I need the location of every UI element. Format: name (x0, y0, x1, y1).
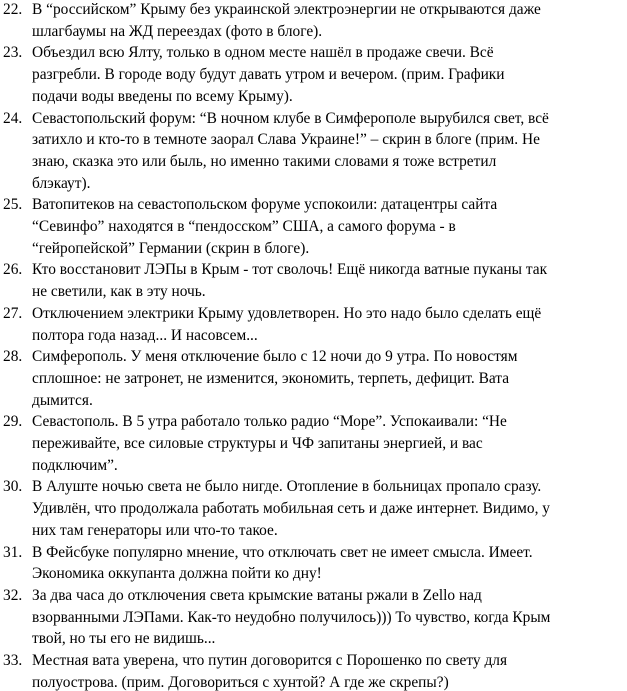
list-item-text-line: сплошное: не затронет, не изменится, экономить, терпеть, дефицит. Вата (32, 369, 510, 387)
list-item-number: 28. (3, 348, 23, 366)
list-item (3, 476, 625, 541)
numbered-list (3, 0, 625, 691)
list-item-text-line: В Фейсбуке популярно мнение, что отключать свет не имеет смысла. Имеет. (32, 543, 533, 561)
list-item-text-line: знаю, сказка это или быль, но именно такими словами я тоже встретил (32, 152, 497, 170)
list-item (3, 542, 625, 585)
list-item-text-line: полуострова. (прим. Договориться с хунтой? А где же скрепы?) (32, 673, 449, 691)
list-item-number: 25. (3, 196, 23, 214)
list-item-text-line: подключим”. (32, 456, 118, 474)
list-item-text-line: взорванными ЛЭПами. Как-то неудобно получилось))) То чувство, когда Крым (32, 608, 551, 626)
list-item-text-line: не светили, как в эту ночь. (32, 283, 206, 301)
list-item-text-line: дымится. (32, 391, 93, 409)
list-item (3, 42, 625, 107)
list-item-text-line: Объездил всю Ялту, только в одном месте нашёл в продаже свечи. Всё (32, 44, 494, 62)
list-item-text-line: “Севинфо” находятся в “пендосском” США, а самого форума - в (32, 218, 456, 236)
list-item-text-line: блэкаут). (32, 174, 91, 192)
list-item-number: 22. (3, 1, 23, 18)
list-item-text-line: Местная вата уверена, что путин договорится с Порошенко по свету для (32, 652, 508, 670)
list-item-text-line: подачи воды введены по всему Крыму). (32, 87, 293, 105)
list-item-text-line: разгребли. В городе воду будут давать утром и вечером. (прим. Графики (32, 66, 505, 84)
list-item-text-line: В Алуште ночью света не было нигде. Отопление в больницах пропало сразу. (32, 478, 542, 496)
list-item-number: 27. (3, 304, 23, 322)
list-item (3, 0, 625, 42)
list-item-text-line: полтора года назад... И насовсем... (32, 326, 258, 344)
list-item-text-line: Ватопитеков на севастопольском форуме успокоили: датацентры сайта (32, 196, 498, 214)
list-item-text-line: Севастополь. В 5 утра работало только радио “Море”. Успокаивали: “Не (32, 413, 507, 431)
list-item-text-line: твой, но ты его не видишь... (32, 630, 216, 648)
list-item-text-line: “гейропейской” Германии (скрин в блоге). (32, 239, 310, 257)
list-item-text-line: Симферополь. У меня отключение было с 12 ночи до 9 утра. По новостям (32, 348, 518, 366)
list-item-number: 24. (3, 109, 23, 127)
list-item (3, 194, 625, 259)
list-item (3, 650, 625, 691)
list-item-number: 26. (3, 261, 23, 279)
list-item-number: 33. (3, 652, 23, 670)
list-item-number: 23. (3, 44, 23, 62)
list-item-number: 29. (3, 413, 23, 431)
list-item-text-line: переживайте, все силовые структуры и ЧФ запитаны энергией, и вас (32, 435, 483, 453)
list-item (3, 411, 625, 476)
list-item-text-line: них там генераторы или что-то такое. (32, 521, 278, 539)
list-item-text-line: Севастопольский форум: “В ночном клубе в Симферополе вырубился свет, всё (32, 109, 549, 127)
list-item-text-line: Экономика оккупанта должна пойти ко дну! (32, 565, 322, 583)
list-item (3, 259, 625, 302)
list-item (3, 303, 625, 346)
list-item-text-line: Кто восстановит ЛЭПы в Крым - тот сволочь! Ещё никогда ватные пуканы так (32, 261, 548, 279)
list-item-text-line: шлагбаумы на ЖД переездах (фото в блоге). (32, 22, 323, 40)
list-item-text-line: Отключением электрики Крыму удовлетворен. Но это надо было сделать ещё (32, 304, 542, 322)
list-item-number: 31. (3, 543, 23, 561)
list-item-number: 30. (3, 478, 23, 496)
list-item (3, 108, 625, 195)
list-item-text-line: За два часа до отключения света крымские ватаны ржали в Zello над (32, 586, 482, 604)
list-item-text-line: затихло и кто-то в темноте заорал Слава Украине!” – скрин в блоге (прим. Не (32, 131, 540, 149)
list-item (3, 585, 625, 650)
list-item-text-line: В “российском” Крыму без украинской электроэнергии не открываются даже (32, 1, 541, 18)
list-item (3, 346, 625, 411)
list-item-text-line: Удивлён, что продолжала работать мобильная сеть и даже интернет. Видимо, у (32, 500, 550, 518)
list-item-number: 32. (3, 586, 23, 604)
